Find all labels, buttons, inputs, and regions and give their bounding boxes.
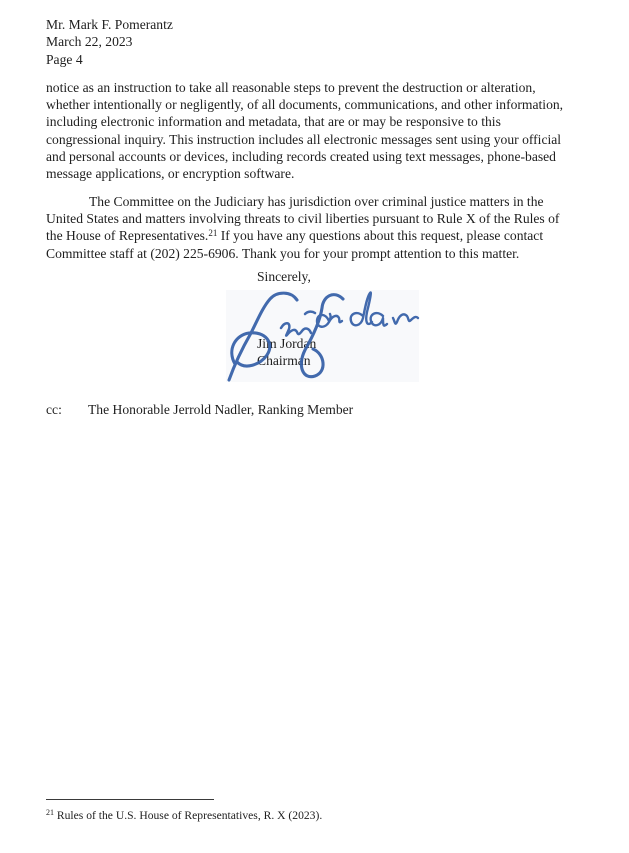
- body-line: United States and matters involving threats to civil liberties pursuant to Rule X of the Rules of: [46, 211, 560, 227]
- paragraph-continuation: [46, 79, 594, 182]
- page-number-label: Page 4: [46, 51, 83, 67]
- body-line: Committee staff at (202) 225-6906. Thank you for your prompt attention to this matter.: [46, 245, 520, 261]
- body-text: If you have any questions about this request, please contact: [217, 228, 544, 244]
- signer-title: Chairman: [257, 353, 311, 369]
- footnote: [46, 805, 322, 823]
- body-line: [46, 227, 594, 244]
- footnote-text: Rules of the U.S. House of Representatives, R. X (2023).: [54, 809, 323, 822]
- body-line: including electronic information and metadata, that are or may be responsive to this: [46, 114, 501, 130]
- body-line: congressional inquiry. This instruction includes all electronic messages sent using your official: [46, 131, 562, 147]
- cc-recipient: The Honorable Jerrold Nadler, Ranking Member: [88, 402, 354, 417]
- valediction: Sincerely,: [257, 269, 311, 284]
- body-text: the House of Representatives.: [46, 228, 209, 244]
- footnote-number: 21: [46, 808, 54, 817]
- signer-block: [257, 335, 316, 370]
- cc-row: [46, 402, 353, 418]
- body-line: and personal accounts or devices, including records created using text messages, phone-based: [46, 148, 556, 164]
- body-line: message applications, or encryption software.: [46, 166, 295, 182]
- cc-label: cc:: [46, 402, 62, 417]
- paragraph-jurisdiction: [46, 193, 594, 262]
- recipient-name: Mr. Mark F. Pomerantz: [46, 17, 173, 32]
- footnote-reference: 21: [208, 228, 218, 239]
- body-line: notice as an instruction to take all reasonable steps to prevent the destruction or alteration,: [46, 80, 536, 95]
- letter-date: March 22, 2023: [46, 34, 133, 50]
- body-line: whether intentionally or negligently, of all documents, communications, and other information,: [46, 97, 564, 113]
- body-line: The Committee on the Judiciary has jurisdiction over criminal justice matters in the: [89, 194, 544, 209]
- signature-scan-background: [226, 290, 419, 382]
- signer-name: Jim Jordan: [257, 336, 317, 351]
- letter-header: [46, 16, 173, 68]
- footnote-separator: [46, 799, 214, 800]
